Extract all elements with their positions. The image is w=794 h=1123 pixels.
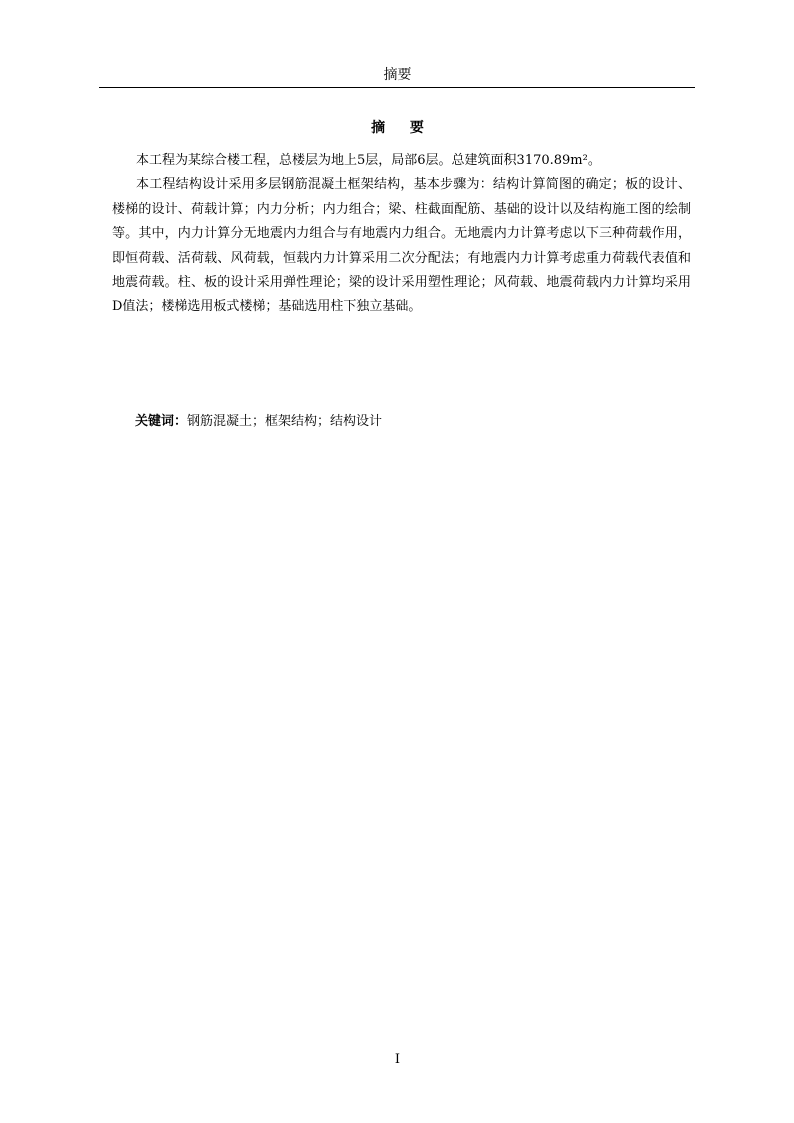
- abstract-paragraph-2: 本工程结构设计采用多层钢筋混凝土框架结构，基本步骤为：结构计算简图的确定；板的设计、楼梯的设计、荷载计算；内力分析；内力组合；梁、柱截面配筋、基础的设计以及结构施工图的绘制等。其中，内力计算分无地震内力组合与有地震内力组合。无地震内力计算考虑以下三种荷载作用，即恒荷载、活荷载、风荷载，恒载内力计算采用二次分配法；有地震内力计算考虑重力荷载代表值和地震荷载。柱、板的设计采用弹性理论；梁的设计采用塑性理论；风荷载、地震荷载内力计算均采用D值法；楼梯选用板式楼梯；基础选用柱下独立基础。: [112, 177, 691, 315]
- abstract-paragraph-1: 本工程为某综合楼工程，总楼层为地上5层，局部6层。总建筑面积3170.89m²。: [136, 153, 601, 168]
- running-header: 摘要: [383, 67, 412, 83]
- keywords-text: 钢筋混凝土；框架结构；结构设计: [187, 414, 383, 429]
- keywords-line: [135, 412, 675, 432]
- header-divider: [99, 87, 695, 88]
- keywords-label: 关键词：: [135, 414, 188, 429]
- abstract-title: 摘 要: [371, 120, 434, 136]
- page-number: I: [394, 1052, 401, 1067]
- abstract-body: [112, 149, 691, 320]
